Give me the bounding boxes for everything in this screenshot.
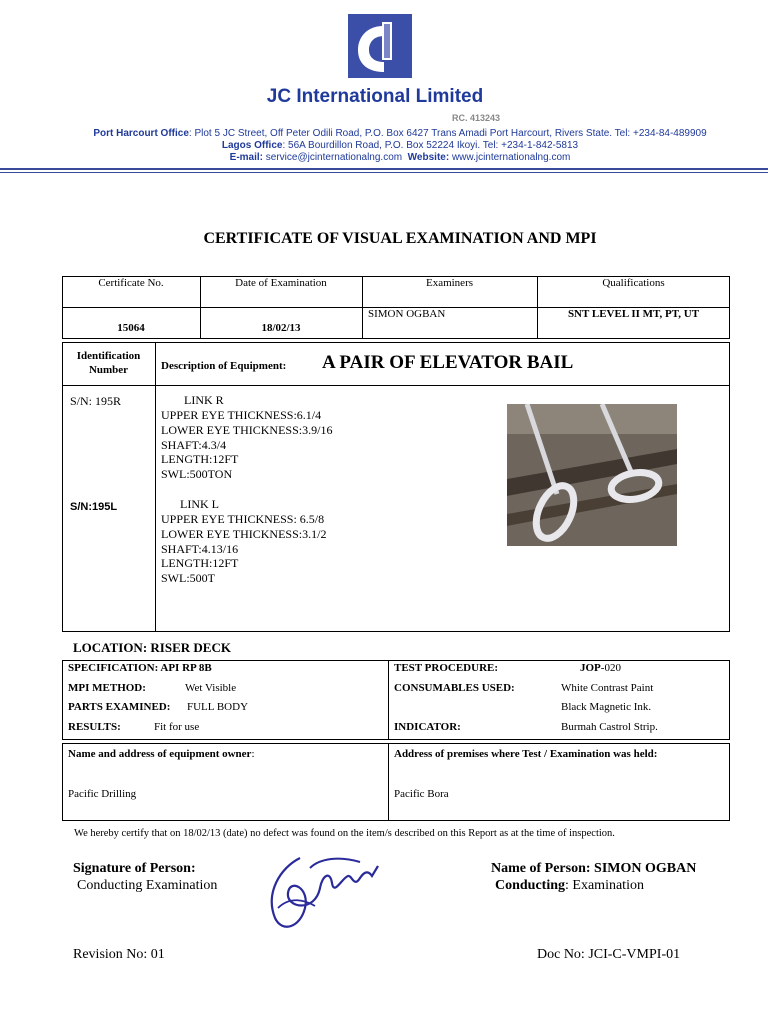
conducting-line xyxy=(495,878,644,894)
qualification-value: SNT LEVEL II MT, PT, UT xyxy=(567,308,700,320)
consumables-value-2: Black Magnetic Ink. xyxy=(561,701,652,713)
table-divider xyxy=(388,743,389,821)
document-number: Doc No: JCI-C-VMPI-01 xyxy=(537,947,681,962)
indicator-value: Burmah Castrol Strip. xyxy=(561,721,658,733)
premises-label: Address of premises where Test / Examination was held: xyxy=(394,748,658,760)
test-procedure-prefix: JOP xyxy=(580,662,601,674)
header-rule xyxy=(0,168,768,170)
link-l-spec: LOWER EYE THICKNESS:3.1/2 xyxy=(161,526,327,541)
description-label: Description of Equipment: xyxy=(161,360,287,372)
email-link[interactable]: service@jcinternationalng.com xyxy=(263,152,403,163)
link-l-specs xyxy=(161,512,326,586)
ph-address: : Plot 5 JC Street, Off Peter Odili Road, P.O. Box 6427 Trans Amadi Port Harcourt, Rivers State. Tel: +234-84-489909 xyxy=(188,128,707,139)
name-value: SIMON OGBAN xyxy=(594,861,697,876)
consumables-label: CONSUMABLES USED: xyxy=(394,682,515,694)
header-certificate-no: Certificate No. xyxy=(98,277,164,289)
owner-label-colon: : xyxy=(251,748,255,760)
company-logo xyxy=(344,12,416,80)
header-date: Date of Examination xyxy=(235,277,327,289)
lagos-address-text: : 56A Bourdillon Road, P.O. Box 52224 Ikoyi. Tel: +234-1-842-5813 xyxy=(282,140,579,151)
port-harcourt-address xyxy=(0,128,768,139)
link-r-title: LINK R xyxy=(184,393,224,407)
conducting-label: Conducting xyxy=(495,878,566,893)
handwritten-signature xyxy=(260,848,390,938)
premises-value: Pacific Bora xyxy=(394,788,449,800)
lagos-address xyxy=(0,140,768,151)
equipment-photo xyxy=(507,404,677,546)
identification-header: Identification Number xyxy=(76,350,141,376)
link-l-spec: SWL:500T xyxy=(161,571,215,586)
owner-label xyxy=(68,748,255,760)
email-label: E-mail: xyxy=(229,152,263,163)
revision-number: Revision No: 01 xyxy=(73,947,165,962)
table-divider xyxy=(155,342,156,632)
link-l-spec: SHAFT:4.13/16 xyxy=(161,541,239,556)
link-r-spec: UPPER EYE THICKNESS:6.1/4 xyxy=(161,408,322,422)
mpi-method-label: MPI METHOD: xyxy=(68,682,146,694)
serial-number-l: S/N:195L xyxy=(70,501,118,513)
parts-examined-label: PARTS EXAMINED: xyxy=(68,701,171,713)
owner-label-text: Name and address of equipment owner xyxy=(68,748,252,760)
examiner-name: SIMON OGBAN xyxy=(368,308,446,320)
header-qualifications: Qualifications xyxy=(602,277,665,289)
mpi-method-value: Wet Visible xyxy=(185,682,237,694)
signature-sub-label: Conducting Examination xyxy=(77,878,218,893)
contact-line xyxy=(0,152,768,163)
link-l-title: LINK L xyxy=(180,497,219,511)
equipment-description: A PAIR OF ELEVATOR BAIL xyxy=(322,352,574,373)
link-r-spec: SWL:500TON xyxy=(161,467,233,482)
results-value: Fit for use xyxy=(154,721,200,733)
owner-value: Pacific Drilling xyxy=(68,788,137,800)
parts-examined-value: FULL BODY xyxy=(187,701,249,713)
examination-date: 18/02/13 xyxy=(261,322,301,334)
rc-number: RC. 413243 xyxy=(452,113,501,123)
consumables-value-1: White Contrast Paint xyxy=(561,682,654,694)
link-r-spec: LOWER EYE THICKNESS:3.9/16 xyxy=(161,422,333,437)
certification-statement: We hereby certify that on 18/02/13 (date) no defect was found on the item/s described on this Report as at the time of inspection. xyxy=(74,828,615,839)
indicator-label: INDICATOR: xyxy=(394,721,461,733)
signature-label: Signature of Person: xyxy=(73,861,196,876)
serial-number-r: S/N: 195R xyxy=(70,394,122,408)
company-name: JC International Limited xyxy=(266,86,484,107)
specification: SPECIFICATION: API RP 8B xyxy=(68,662,212,674)
link-l-spec: LENGTH:12FT xyxy=(161,556,239,571)
test-procedure-number: -020 xyxy=(600,662,621,674)
name-label: Name of Person: xyxy=(491,861,591,876)
header-rule-thin xyxy=(0,172,768,173)
test-procedure-label: TEST PROCEDURE: xyxy=(394,662,499,674)
name-of-person xyxy=(491,861,696,877)
table-divider xyxy=(388,660,389,740)
lagos-label: Lagos Office xyxy=(221,140,283,151)
link-r-spec: SHAFT:4.3/4 xyxy=(161,437,227,452)
test-procedure-value xyxy=(580,662,621,674)
ph-label: Port Harcourt Office xyxy=(93,128,189,139)
results-label: RESULTS: xyxy=(68,721,121,733)
certificate-number: 15064 xyxy=(117,322,145,334)
certificate-title: CERTIFICATE OF VISUAL EXAMINATION AND MPI xyxy=(203,230,597,247)
website-label: Website: xyxy=(407,152,450,163)
location: LOCATION: RISER DECK xyxy=(73,640,231,655)
conducting-value: : Examination xyxy=(565,878,644,893)
website-link[interactable]: www.jcinternationalng.com xyxy=(449,152,571,163)
link-r-spec: LENGTH:12FT xyxy=(161,452,239,467)
link-r-specs xyxy=(161,408,332,482)
link-l-spec: UPPER EYE THICKNESS: 6.5/8 xyxy=(161,512,325,526)
table-divider xyxy=(62,385,730,386)
header-examiners: Examiners xyxy=(425,277,474,289)
